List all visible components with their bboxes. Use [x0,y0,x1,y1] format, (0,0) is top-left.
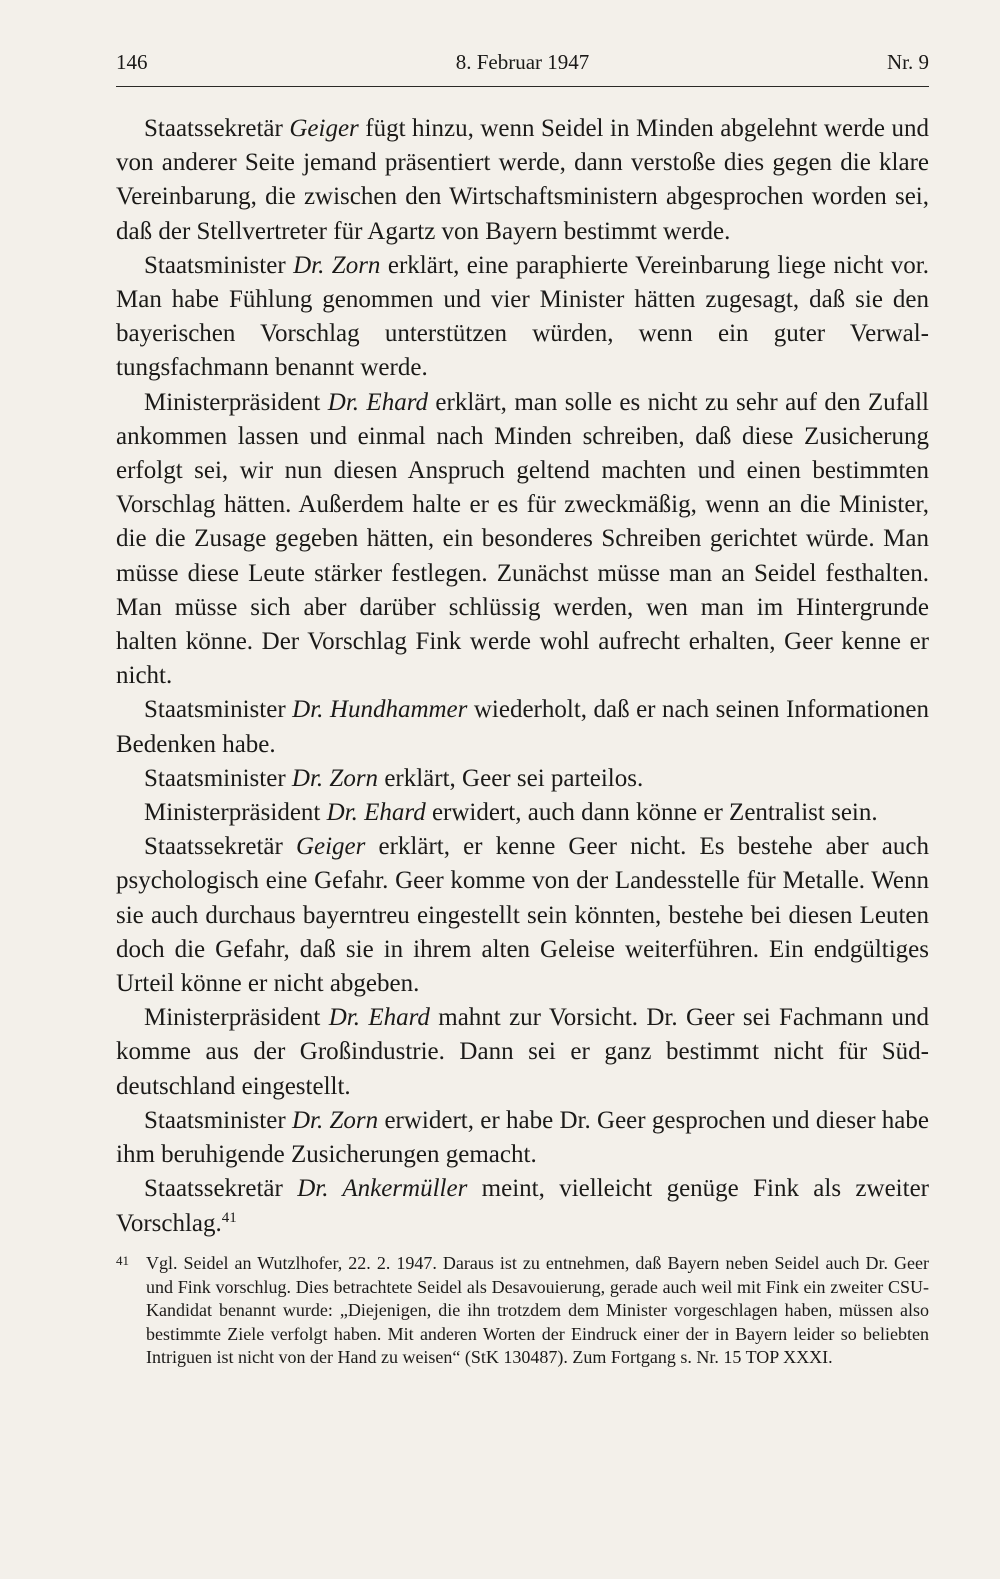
page-header [116,50,929,86]
footnote-text: Vgl. Seidel an Wutzlhofer, 22. 2. 1947. Daraus ist zu entnehmen, daß Bayern neben Seidel auch Dr. Geer und Fink vorschlug. Dies betrachtete Seidel als Desavouierung, gerade auch weil mit Fink ein zweiter CSU-Kandidat benannt wurde: „Diejenigen, die ihn trotzdem dem Minister vorgeschlagen haben, müssen also bestimmte Ziele verfolgt haben. Mit anderen Worten der Eindruck einer der in Bayern leider so beliebten Intriguen ist nicht von der Hand zu weisen“ (StK 130487). Zum Fortgang s. Nr. 15 TOP XXXI. [146,1253,929,1368]
document-number: Nr. 9 [887,50,929,74]
paragraph: Staatssekretär Geiger erklärt, er kenne Geer nicht. Es bestehe aber auch psychologisch eine Gefahr. Geer komme von der Landesstelle für Metalle. Wenn sie auch durchaus bayerntreu eingestellt sein könnten, bestehe bei diesen Leuten doch die Gefahr, daß sie in ihrem alten Geleise weiterführen. Ein endgültiges Urteil könne er nicht abgeben. [116,833,929,998]
paragraph: Staatsminister Dr. Zorn erklärt, Geer sei parteilos. [144,764,644,792]
paragraph: Ministerpräsident Dr. Ehard mahnt zur Vorsicht. Dr. Geer sei Fachmann und komme aus der Großindustrie. Dann sei er ganz bestimmt nicht für Süddeutschland eingestellt. [116,1004,930,1100]
speaker-name: Dr. Ehard [327,388,429,416]
speaker-name: Dr. Hundhammer [292,696,468,724]
speaker-name: Geiger [289,115,359,142]
footnote-reference[interactable]: 41 [221,1209,237,1226]
page-number: 146 [116,50,148,74]
speaker-name: Geiger [295,833,366,861]
paragraph: Staatsminister Dr. Hundhammer wiederholt, daß er nach seinen Informationen Bedenken habe. [116,696,929,758]
speaker-name: Dr. Zorn [291,764,379,792]
paragraph: Staatsminister Dr. Zorn erwidert, er habe Dr. Geer gesprochen und dieser habe ihm beruhigende Zusicherungen gemacht. [116,1106,930,1169]
paragraph: Ministerpräsident Dr. Ehard erklärt, man solle es nicht zu sehr auf den Zufall ankommen lassen und einmal nach Minden schreiben, daß diese Zusicherung erfolgt sei, wir nun diesen Anspruch geltend machten und einen bestimmten Vorschlag hätten. Außerdem halte er es für zweckmäßig, wenn an die Minister, die die Zusage gegeben hätten, ein besonderes Schreiben gerichtet würde. Man müsse diese Leute stärker festlegen. Zunächst müsse man an Seidel festhalten. Man müsse sich aber darüber schlüssig werden, wen man im Hintergrunde halten könne. Der Vorschlag Fink werde wohl aufrecht erhalten, Geer kenne er nicht. [116,388,929,690]
speaker-name: Dr. Ehard [326,799,426,827]
main-text [116,112,929,1241]
footnote-number: 41 [116,1253,129,1268]
speaker-name: Dr. Zorn [293,251,381,279]
header-rule [116,86,929,87]
paragraph: Staatssekretär Geiger fügt hinzu, wenn Seidel in Minden abgelehnt werde und von anderer Seite jemand präsentiert werde, dann verstoße dies gegen die klare Vereinbarung, die zwischen den Wirtschaftsministern abgesprochen worden sei, daß der Stellvertreter für Agartz von Bayern bestimmt werde. [116,115,929,245]
speaker-name: Dr. Ankermüller [297,1175,468,1203]
paragraph: Staatsminister Dr. Zorn erklärt, eine paraphierte Vereinbarung liege nicht vor. Man habe Fühlung genommen und vier Minister hätten zugesagt, daß sie den bayerischen Vorschlag unterstützen würden, wenn ein guter Verwaltungsfachmann benannt werde. [116,251,929,382]
speaker-name: Dr. Zorn [291,1106,379,1134]
paragraph: Ministerpräsident Dr. Ehard erwidert, auch dann könne er Zentralist sein. [144,799,878,827]
footnote [116,1252,929,1370]
speaker-name: Dr. Ehard [328,1004,430,1032]
header-date: 8. Februar 1947 [455,50,590,74]
paragraph: Staatssekretär Dr. Ankermüller meint, vielleicht genüge Fink als zweiter Vorschlag.$^{41}$ [116,1175,929,1237]
